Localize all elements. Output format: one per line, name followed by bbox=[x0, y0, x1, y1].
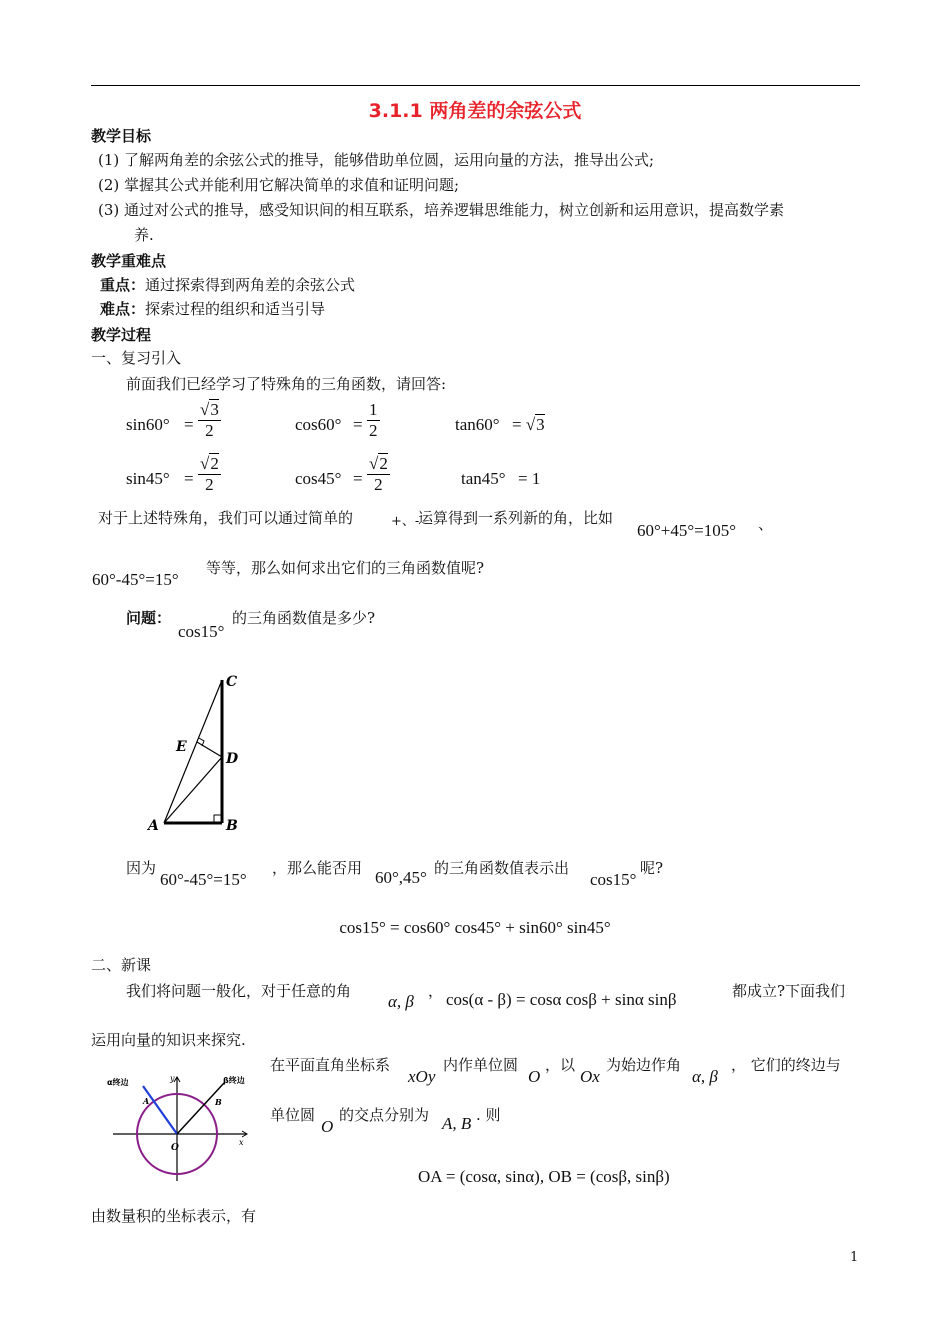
because-text: 因为 bbox=[126, 859, 157, 877]
eq-15: 60°-45°=15° bbox=[92, 570, 179, 589]
beta-terminal-label: β终边 bbox=[223, 1076, 245, 1085]
key-text: 通过探索得到两角差的余弦公式 bbox=[145, 276, 356, 294]
hard-point-row bbox=[100, 299, 325, 319]
special-angles-text-a: 对于上述特殊角，我们可以通过简单的 bbox=[98, 509, 354, 527]
goal-item-2: (2) 掌握其公式并能利用它解决简单的求值和证明问题; bbox=[98, 176, 460, 194]
cos60-label: cos60° bbox=[295, 415, 342, 434]
coord-text-g: 的交点分别为 bbox=[339, 1106, 430, 1124]
x-axis-label: x bbox=[239, 1138, 244, 1147]
coord-text-f: 单位圆 bbox=[270, 1106, 316, 1124]
eq-sign: = bbox=[184, 469, 194, 488]
cos60-fraction: $\frac{1}{2}$ bbox=[369, 400, 378, 440]
question-row bbox=[126, 608, 171, 628]
page-number: 1 bbox=[850, 1250, 859, 1265]
special-angles-text-c: 等等，那么如何求出它们的三角函数值呢? bbox=[206, 559, 485, 577]
goal-item-1: (1) 了解两角差的余弦公式的推导，能够借助单位圆，运用向量的方法，推导出公式; bbox=[98, 151, 655, 169]
key-point-row bbox=[100, 275, 355, 295]
sin60-fraction: $\frac{√3}{2}$ bbox=[200, 400, 219, 440]
because-angles: 60°,45° bbox=[375, 868, 427, 887]
origin-label: O bbox=[171, 1143, 179, 1153]
eq-105: 60°+45°=105° bbox=[637, 521, 737, 540]
new-comma: ， bbox=[428, 982, 444, 1000]
unit-circle-figure bbox=[105, 1063, 255, 1183]
question-expr: cos15° bbox=[178, 622, 225, 641]
because-mid: ，那么能否用 bbox=[272, 859, 363, 877]
goals-heading: 教学目标 bbox=[91, 127, 152, 145]
because-eq: 60°-45°=15° bbox=[160, 870, 247, 889]
sin45-label: sin45° bbox=[126, 469, 170, 488]
label-D: D bbox=[226, 751, 239, 767]
coord-text-b: 内作单位圆 bbox=[443, 1056, 519, 1074]
alpha-terminal-label: α终边 bbox=[107, 1078, 129, 1087]
new-text-a: 我们将问题一般化，对于任意的角 bbox=[126, 982, 352, 1000]
cos15-formula: cos15° = cos60° cos45° + sin60° sin45° bbox=[339, 918, 611, 937]
new-alpha-beta: α, β bbox=[388, 992, 414, 1011]
y-axis-label: y bbox=[170, 1074, 175, 1083]
coord-alpha-beta: α, β bbox=[692, 1067, 718, 1086]
label-C: C bbox=[226, 674, 238, 690]
tan45-value: = 1 bbox=[518, 469, 541, 488]
eq-sign: = bbox=[184, 415, 194, 434]
tan60-value: = √3 bbox=[512, 415, 545, 434]
question-label: 问题： bbox=[126, 609, 172, 627]
hard-text: 探索过程的组织和适当引导 bbox=[145, 300, 326, 318]
coord-text-h: . 则 bbox=[476, 1106, 501, 1124]
header-rule bbox=[91, 85, 860, 86]
label-A: A bbox=[148, 818, 159, 834]
page-title: 3.1.1 两角差的余弦公式 bbox=[368, 100, 582, 122]
key-label: 重点： bbox=[100, 276, 146, 294]
coord-o2: O bbox=[321, 1117, 334, 1136]
sin60-label: sin60° bbox=[126, 415, 170, 434]
label-B: B bbox=[226, 818, 238, 834]
goal-item-3: (3) 通过对公式的推导，感受知识间的相互联系，培养逻辑思维能力，树立创新和运用意识，提高数学素 bbox=[98, 201, 785, 219]
coord-points: A, B bbox=[442, 1114, 472, 1133]
sin45-fraction: $\frac{√2}{2}$ bbox=[200, 454, 219, 494]
special-angles-text-b: 运算得到一系列新的角，比如 bbox=[418, 509, 614, 527]
keypoints-heading: 教学重难点 bbox=[91, 252, 167, 270]
vector-equation: OA = (cosα, sinα), OB = (cosβ, sinβ) bbox=[418, 1167, 670, 1186]
ops-symbols: +、- bbox=[391, 514, 420, 529]
intro-text: 前面我们已经学习了特殊角的三角函数，请回答: bbox=[126, 375, 447, 393]
new-text-c: 运用向量的知识来探究. bbox=[91, 1031, 246, 1049]
eq-sign: = bbox=[353, 469, 363, 488]
dot-product-text: 由数量积的坐标表示，有 bbox=[91, 1207, 257, 1225]
cos45-fraction: $\frac{√2}{2}$ bbox=[369, 454, 388, 494]
question-text: 的三角函数值是多少? bbox=[232, 609, 376, 627]
coord-text-e: ， 它们的终边与 bbox=[731, 1056, 841, 1074]
coord-xoy: xOy bbox=[408, 1067, 436, 1086]
triangle-figure bbox=[140, 662, 260, 837]
because-end: 呢? bbox=[640, 859, 664, 877]
hard-label: 难点： bbox=[100, 300, 146, 318]
point-A-label: A bbox=[143, 1096, 150, 1106]
section-new: 二、新课 bbox=[91, 956, 152, 974]
difference-formula: cos(α - β) = cosα cosβ + sinα sinβ bbox=[446, 990, 677, 1009]
eq-sign: = bbox=[353, 415, 363, 434]
cos45-label: cos45° bbox=[295, 469, 342, 488]
label-E: E bbox=[176, 739, 187, 755]
because-cos: cos15° bbox=[590, 870, 637, 889]
tan45-label: tan45° bbox=[461, 469, 506, 488]
point-B-label: B bbox=[215, 1097, 222, 1107]
section-review: 一、复习引入 bbox=[91, 349, 182, 367]
separator: 、 bbox=[758, 515, 774, 533]
coord-text-a: 在平面直角坐标系 bbox=[270, 1056, 391, 1074]
goal-item-3-cont: 养. bbox=[134, 226, 154, 244]
coord-text-c: ，以 bbox=[545, 1056, 576, 1074]
coord-ox: Ox bbox=[580, 1067, 600, 1086]
new-text-b: 都成立?下面我们 bbox=[732, 982, 846, 1000]
because-mid2: 的三角函数值表示出 bbox=[434, 859, 570, 877]
coord-text-d: 为始边作角 bbox=[606, 1056, 682, 1074]
tan60-label: tan60° bbox=[455, 415, 500, 434]
coord-o: O bbox=[528, 1067, 541, 1086]
process-heading: 教学过程 bbox=[91, 326, 152, 344]
